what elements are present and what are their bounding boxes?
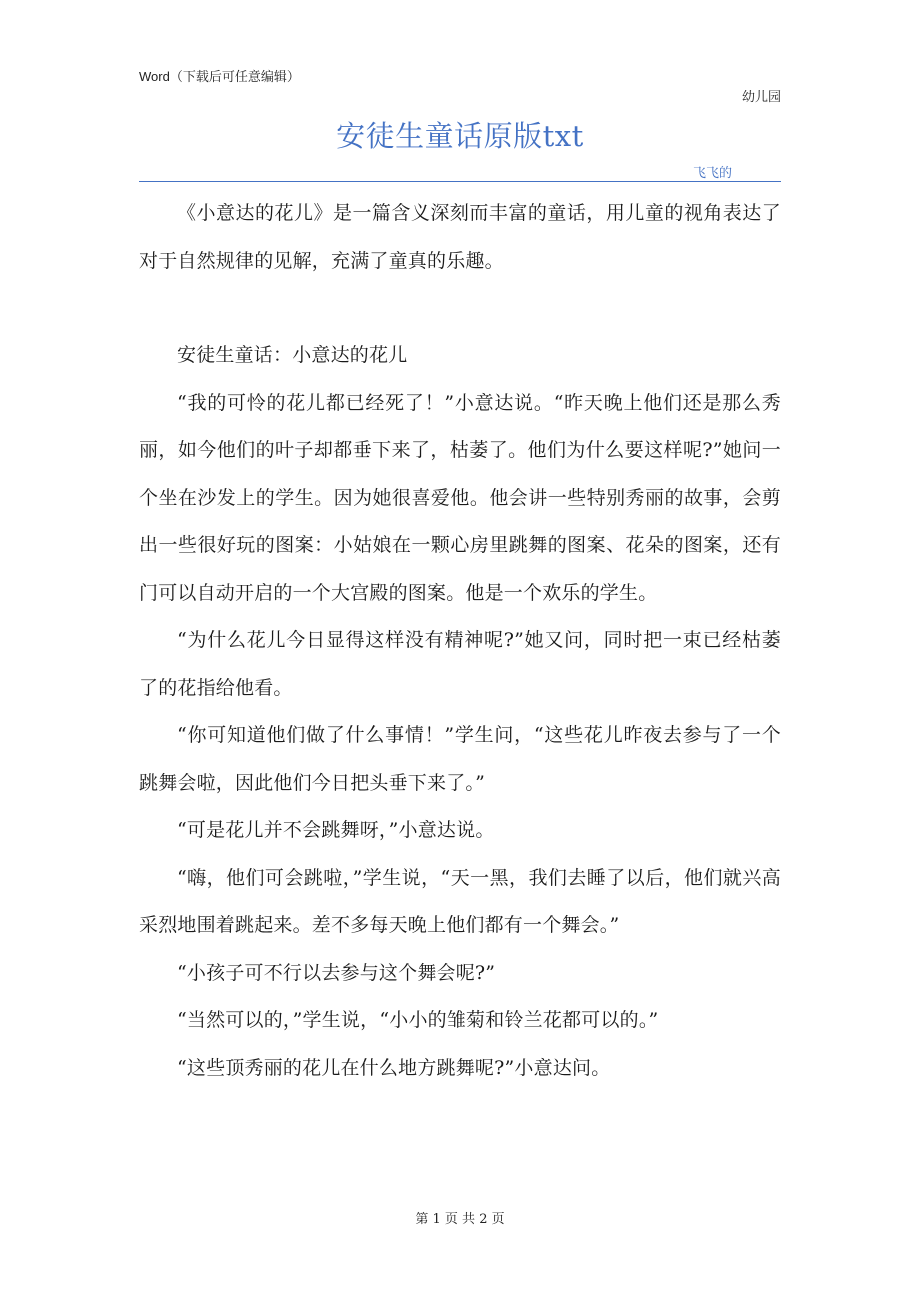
header-note: Word（下载后可任意编辑）: [139, 69, 300, 84]
page-title: 安徒生童话原版txt: [336, 119, 584, 153]
paragraph: “为什么花儿今日显得这样没有精神呢?”她又问，同时把一束已经枯萎了的花指给他看。: [139, 629, 781, 699]
page-footer: 第 1 页 共 2 页: [415, 1212, 505, 1227]
document-body: [139, 190, 781, 1092]
paragraph: “我的可怜的花儿都已经死了！”小意达说。“昨天晚上他们还是那么秀丽，如今他们的叶子却都垂下来了，枯萎了。他们为什么要这样呢?”她问一个坐在沙发上的学生。因为她很喜爱他。他会讲一些特别秀丽的故事，会剪出一些很好玩的图案：小姑娘在一颗心房里跳舞的图案、花朵的图案，还有门可以自动开启的一个大宫殿的图案。他是一个欢乐的学生。: [139, 391, 781, 604]
paragraph: “小孩子可不行以去参与这个舞会呢?”: [177, 961, 496, 984]
paragraph: “这些顶秀丽的花儿在什么地方跳舞呢?”小意达问。: [177, 1056, 611, 1079]
header-category: 幼儿园: [741, 90, 781, 105]
paragraph-intro: 《小意达的花儿》是一篇含义深刻而丰富的童话，用儿童的视角表达了对于自然规律的见解，充满了童真的乐趣。: [139, 202, 781, 272]
paragraph: “你可知道他们做了什么事情！”学生问，“这些花儿昨夜去参与了一个跳舞会啦，因此他们今日把头垂下来了。”: [139, 724, 781, 794]
paragraph-subtitle: 安徒生童话：小意达的花儿: [177, 344, 408, 366]
paragraph: “当然可以的，”学生说，“小小的雏菊和铃兰花都可以的。”: [177, 1009, 659, 1031]
title-rule: [139, 181, 781, 182]
author-label: 飞飞的: [692, 166, 732, 181]
paragraph: “嗨，他们可会跳啦，”学生说，“天一黑，我们去睡了以后，他们就兴高采烈地围着跳起来。差不多每天晚上他们都有一个舞会。”: [139, 866, 781, 936]
paragraph: “可是花儿并不会跳舞呀，”小意达说。: [177, 819, 495, 841]
